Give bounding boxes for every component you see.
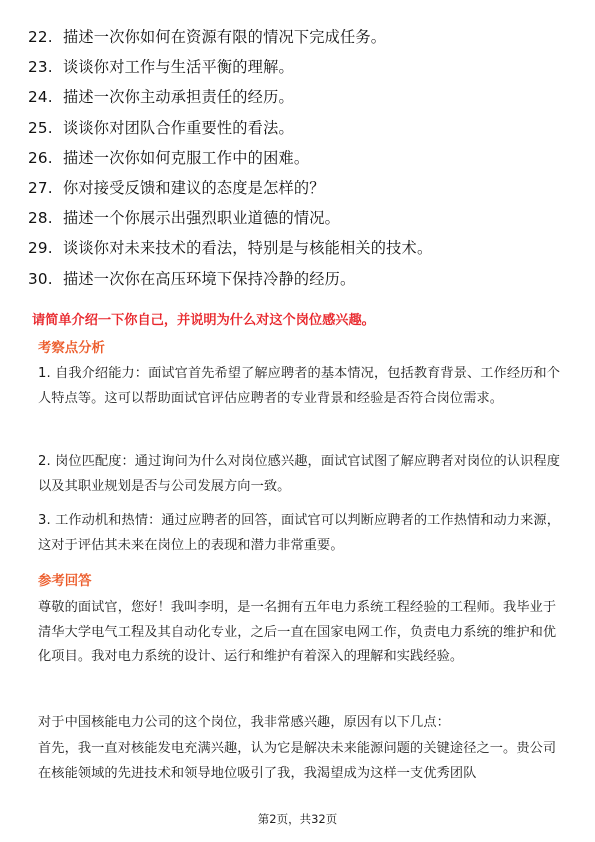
question-item [28,82,573,112]
analysis-heading: 考察点分析 [38,341,105,356]
question-number: 27. [28,178,53,197]
question-text: 描述一次你主动承担责任的经历。 [63,88,294,107]
question-number: 28. [28,209,53,228]
question-text: 谈谈你对工作与生活平衡的理解。 [63,58,294,77]
question-item [28,143,573,173]
question-number: 24. [28,88,53,107]
analysis-point [38,509,560,558]
answer-paragraph-text: 对于中国核能电力公司的这个岗位，我非常感兴趣，原因有以下几点： [38,715,450,730]
page-footer: 第2页，共32页 [257,812,338,826]
analysis-point-text: 3. 工作动机和热情：通过应聘者的回答，面试官可以判断应聘者的工作热情和动力来源，这对于评估其未来在岗位上的表现和潜力非常重要。 [38,513,560,553]
question-text: 描述一次你如何克服工作中的困难。 [63,148,310,167]
question-text: 描述一次你在高压环境下保持冷静的经历。 [63,269,356,288]
question-item [28,264,573,294]
question-number: 22. [28,28,53,46]
answer-paragraph [38,711,560,736]
question-text: 你对接受反馈和建议的态度是怎样的？ [63,178,325,197]
answer-paragraph-text: 尊敬的面试官，您好！我叫李明，是一名拥有五年电力系统工程经验的工程师。我毕业于清华大学电气工程及其自动化专业，之后一直在国家电网工作，负责电力系统的维护和优化项目。我对电力系统的设计、运行和维护有着深入的理解和实践经验。 [38,600,557,664]
question-text: 谈谈你对团队合作重要性的看法。 [63,118,294,137]
question-text: 描述一个你展示出强烈职业道德的情况。 [63,209,341,228]
answer-paragraph [38,596,560,670]
question-item [28,52,573,82]
analysis-point-text: 2. 岗位匹配度：通过询问为什么对岗位感兴趣，面试官试图了解应聘者对岗位的认识程度以及其职业规划是否与公司发展方向一致。 [38,454,560,494]
question-number: 23. [28,58,53,77]
answer-heading: 参考回答 [38,574,92,589]
analysis-point [38,362,560,411]
analysis-point [38,450,560,499]
question-number: 29. [28,239,53,258]
question-item [28,173,573,203]
question-number: 30. [28,269,53,288]
question-item [28,203,573,233]
answer-paragraph [38,737,560,786]
question-item [28,22,573,52]
question-list [28,22,573,294]
question-item [28,233,573,263]
question-item [28,113,573,143]
analysis-point-text: 1. 自我介绍能力：面试官首先希望了解应聘者的基本情况，包括教育背景、工作经历和个人特点等。这可以帮助面试官评估应聘者的专业背景和经验是否符合岗位需求。 [38,366,560,406]
question-title: 请简单介绍一下你自己，并说明为什么对这个岗位感兴趣。 [32,313,375,328]
question-text: 描述一次你如何在资源有限的情况下完成任务。 [63,28,387,46]
question-text: 谈谈你对未来技术的看法，特别是与核能相关的技术。 [63,239,433,258]
question-number: 25. [28,118,53,137]
question-number: 26. [28,148,53,167]
answer-paragraph-text: 首先，我一直对核能发电充满兴趣，认为它是解决未来能源问题的关键途径之一。贵公司在核能领域的先进技术和领导地位吸引了我，我渴望成为这样一支优秀团队 [38,741,557,781]
